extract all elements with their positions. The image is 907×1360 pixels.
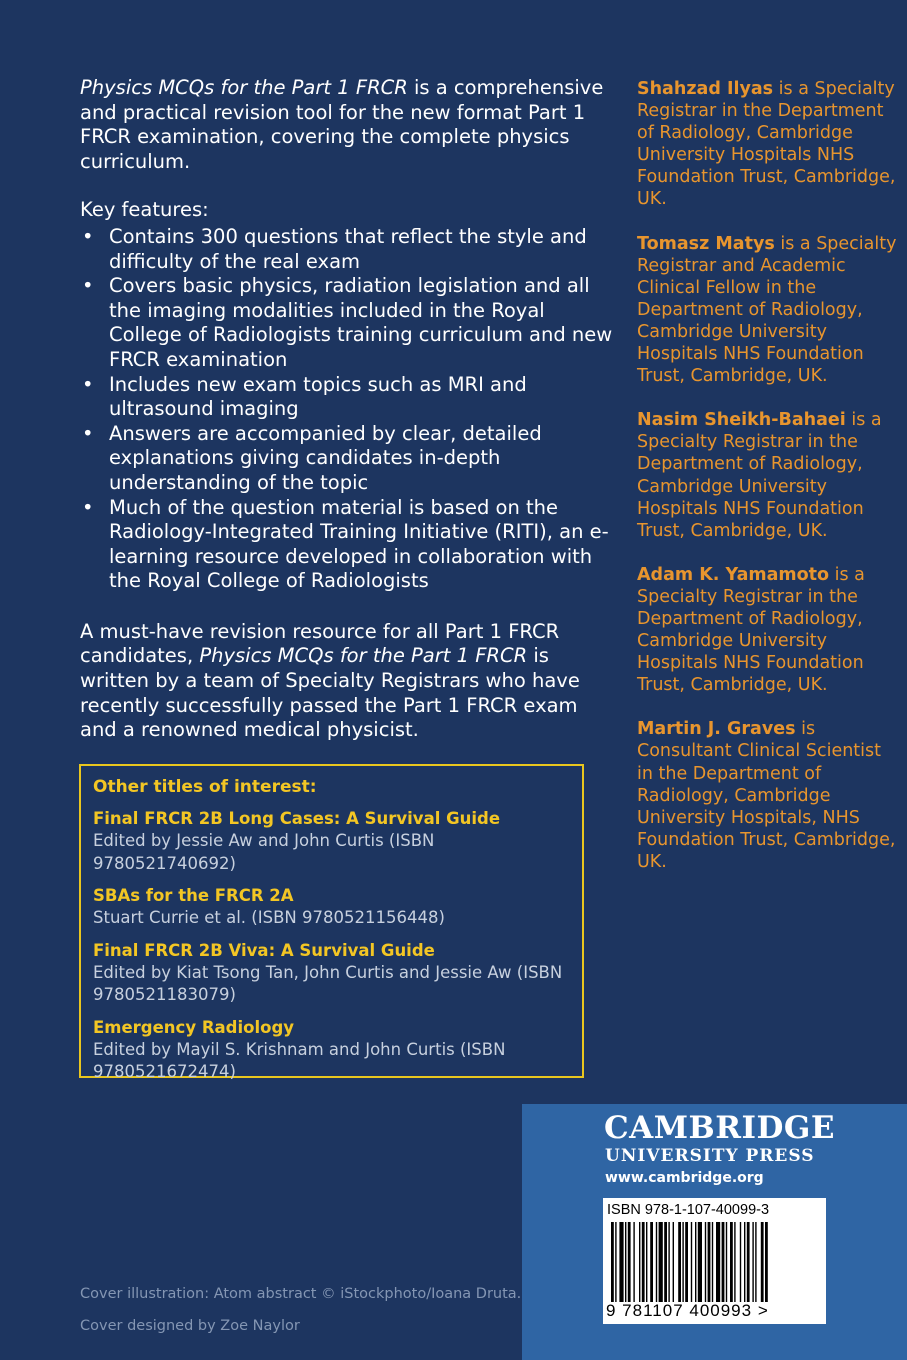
other-titles-box [79, 764, 584, 1081]
closing-book-title: Physics MCQs for the Part 1 FRCR [199, 644, 528, 668]
closing-text-pre: A must-have revision resource for all Part 1 FRCR candidates, [80, 619, 560, 668]
isbn-label: ISBN 978-1-107-40099-3 [607, 1202, 770, 1218]
other-title-item [93, 885, 570, 930]
publisher-logo-subtitle: UNIVERSITY PRESS [605, 1146, 815, 1166]
author-bio-text: is a Specialty Registrar in the Department of Radiology, Cambridge University Hospitals NHS Foundation Trust, Cambridge, UK. [637, 79, 896, 210]
cover-designer-credit: Cover designed by Zoe Naylor [80, 1318, 300, 1334]
other-titles-heading: Other titles of interest: [93, 777, 317, 797]
other-title-item [93, 808, 570, 875]
author-bios [637, 78, 897, 895]
other-title-detail: Stuart Currie et al. (ISBN 9780521156448) [93, 908, 445, 927]
features-list [80, 225, 620, 594]
author-name: Shahzad Ilyas [637, 79, 774, 99]
publisher-logo-name: CAMBRIDGE [604, 1110, 835, 1146]
feature-item: • Contains 300 questions that reflect the style and difficulty of the real exam [80, 225, 620, 274]
author-bio [637, 564, 897, 697]
author-bio-text: is Consultant Clinical Scientist in the Department of Radiology, Cambridge University Hospitals, NHS Foundation Trust, Cambridge, UK. [637, 719, 896, 872]
other-title-name: SBAs for the FRCR 2A [93, 886, 294, 905]
author-bio-text: is a Specialty Registrar in the Department of Radiology, Cambridge University Hospitals NHS Foundation Trust, Cambridge, UK. [637, 410, 882, 541]
feature-item: • Covers basic physics, radiation legislation and all the imaging modalities included in the Royal College of Radiologists training curriculum and new FRCR examination [80, 274, 620, 372]
intro-text: is a comprehensive and practical revision tool for the new format Part 1 FRCR examination, covering the complete physics curriculum. [80, 76, 604, 173]
other-title-detail: Edited by Kiat Tsong Tan, John Curtis and Jessie Aw (ISBN 9780521183079) [93, 962, 563, 1004]
author-bio-text: is a Specialty Registrar in the Department of Radiology, Cambridge University Hospitals NHS Foundation Trust, Cambridge, UK. [637, 564, 865, 696]
other-title-detail: Edited by Jessie Aw and John Curtis (ISBN 9780521740692) [93, 831, 435, 873]
book-title-italic: Physics MCQs for the Part 1 FRCR [80, 76, 408, 99]
key-features-label: Key features: [80, 198, 209, 222]
author-bio [637, 409, 897, 542]
other-title-name: Emergency Radiology [93, 1017, 295, 1037]
author-name: Nasim Sheikh-Bahaei [637, 410, 846, 431]
publisher-url: www.cambridge.org [605, 1170, 764, 1186]
author-bio [637, 718, 897, 873]
cover-illustration-credit: Cover illustration: Atom abstract © iStockphoto/Ioana Druta. [80, 1286, 522, 1302]
author-bio [637, 233, 897, 388]
other-title-detail: Edited by Mayil S. Krishnam and John Curtis (ISBN 9780521672474) [93, 1039, 506, 1081]
author-bio-text: is a Specialty Registrar and Academic Clinical Fellow in the Department of Radiology, Cambridge University Hospitals NHS Foundation Trust, Cambridge, UK. [637, 233, 897, 387]
cover-credits [80, 1278, 521, 1342]
author-bio [637, 78, 897, 211]
book-description [80, 76, 620, 743]
other-title-name: Final FRCR 2B Viva: A Survival Guide [93, 940, 435, 960]
barcode-digits: 9 781107 400993 > [606, 1301, 769, 1320]
barcode-panel [603, 1198, 826, 1324]
barcode-bars-icon [611, 1222, 818, 1302]
feature-item: • Includes new exam topics such as MRI and ultrasound imaging [80, 373, 620, 422]
closing-paragraph [80, 620, 620, 743]
other-title-item [93, 1017, 570, 1084]
other-title-item [93, 940, 570, 1007]
feature-item: • Answers are accompanied by clear, detailed explanations giving candidates in-depth understanding of the topic [80, 422, 620, 496]
author-name: Martin J. Graves [637, 719, 796, 740]
author-name: Tomasz Matys [637, 233, 775, 254]
closing-text-post: is written by a team of Specialty Registrars who have recently successfully passed the Part 1 FRCR exam and a renowned medical physicist. [80, 644, 580, 742]
intro-paragraph [80, 76, 620, 174]
author-name: Adam K. Yamamoto [637, 564, 830, 585]
feature-item: • Much of the question material is based on the Radiology-Integrated Training Initiative (RITI), an e-learning resource developed in collaboration with the Royal College of Radiologists [80, 496, 620, 594]
other-title-name: Final FRCR 2B Long Cases: A Survival Guide [93, 809, 501, 828]
